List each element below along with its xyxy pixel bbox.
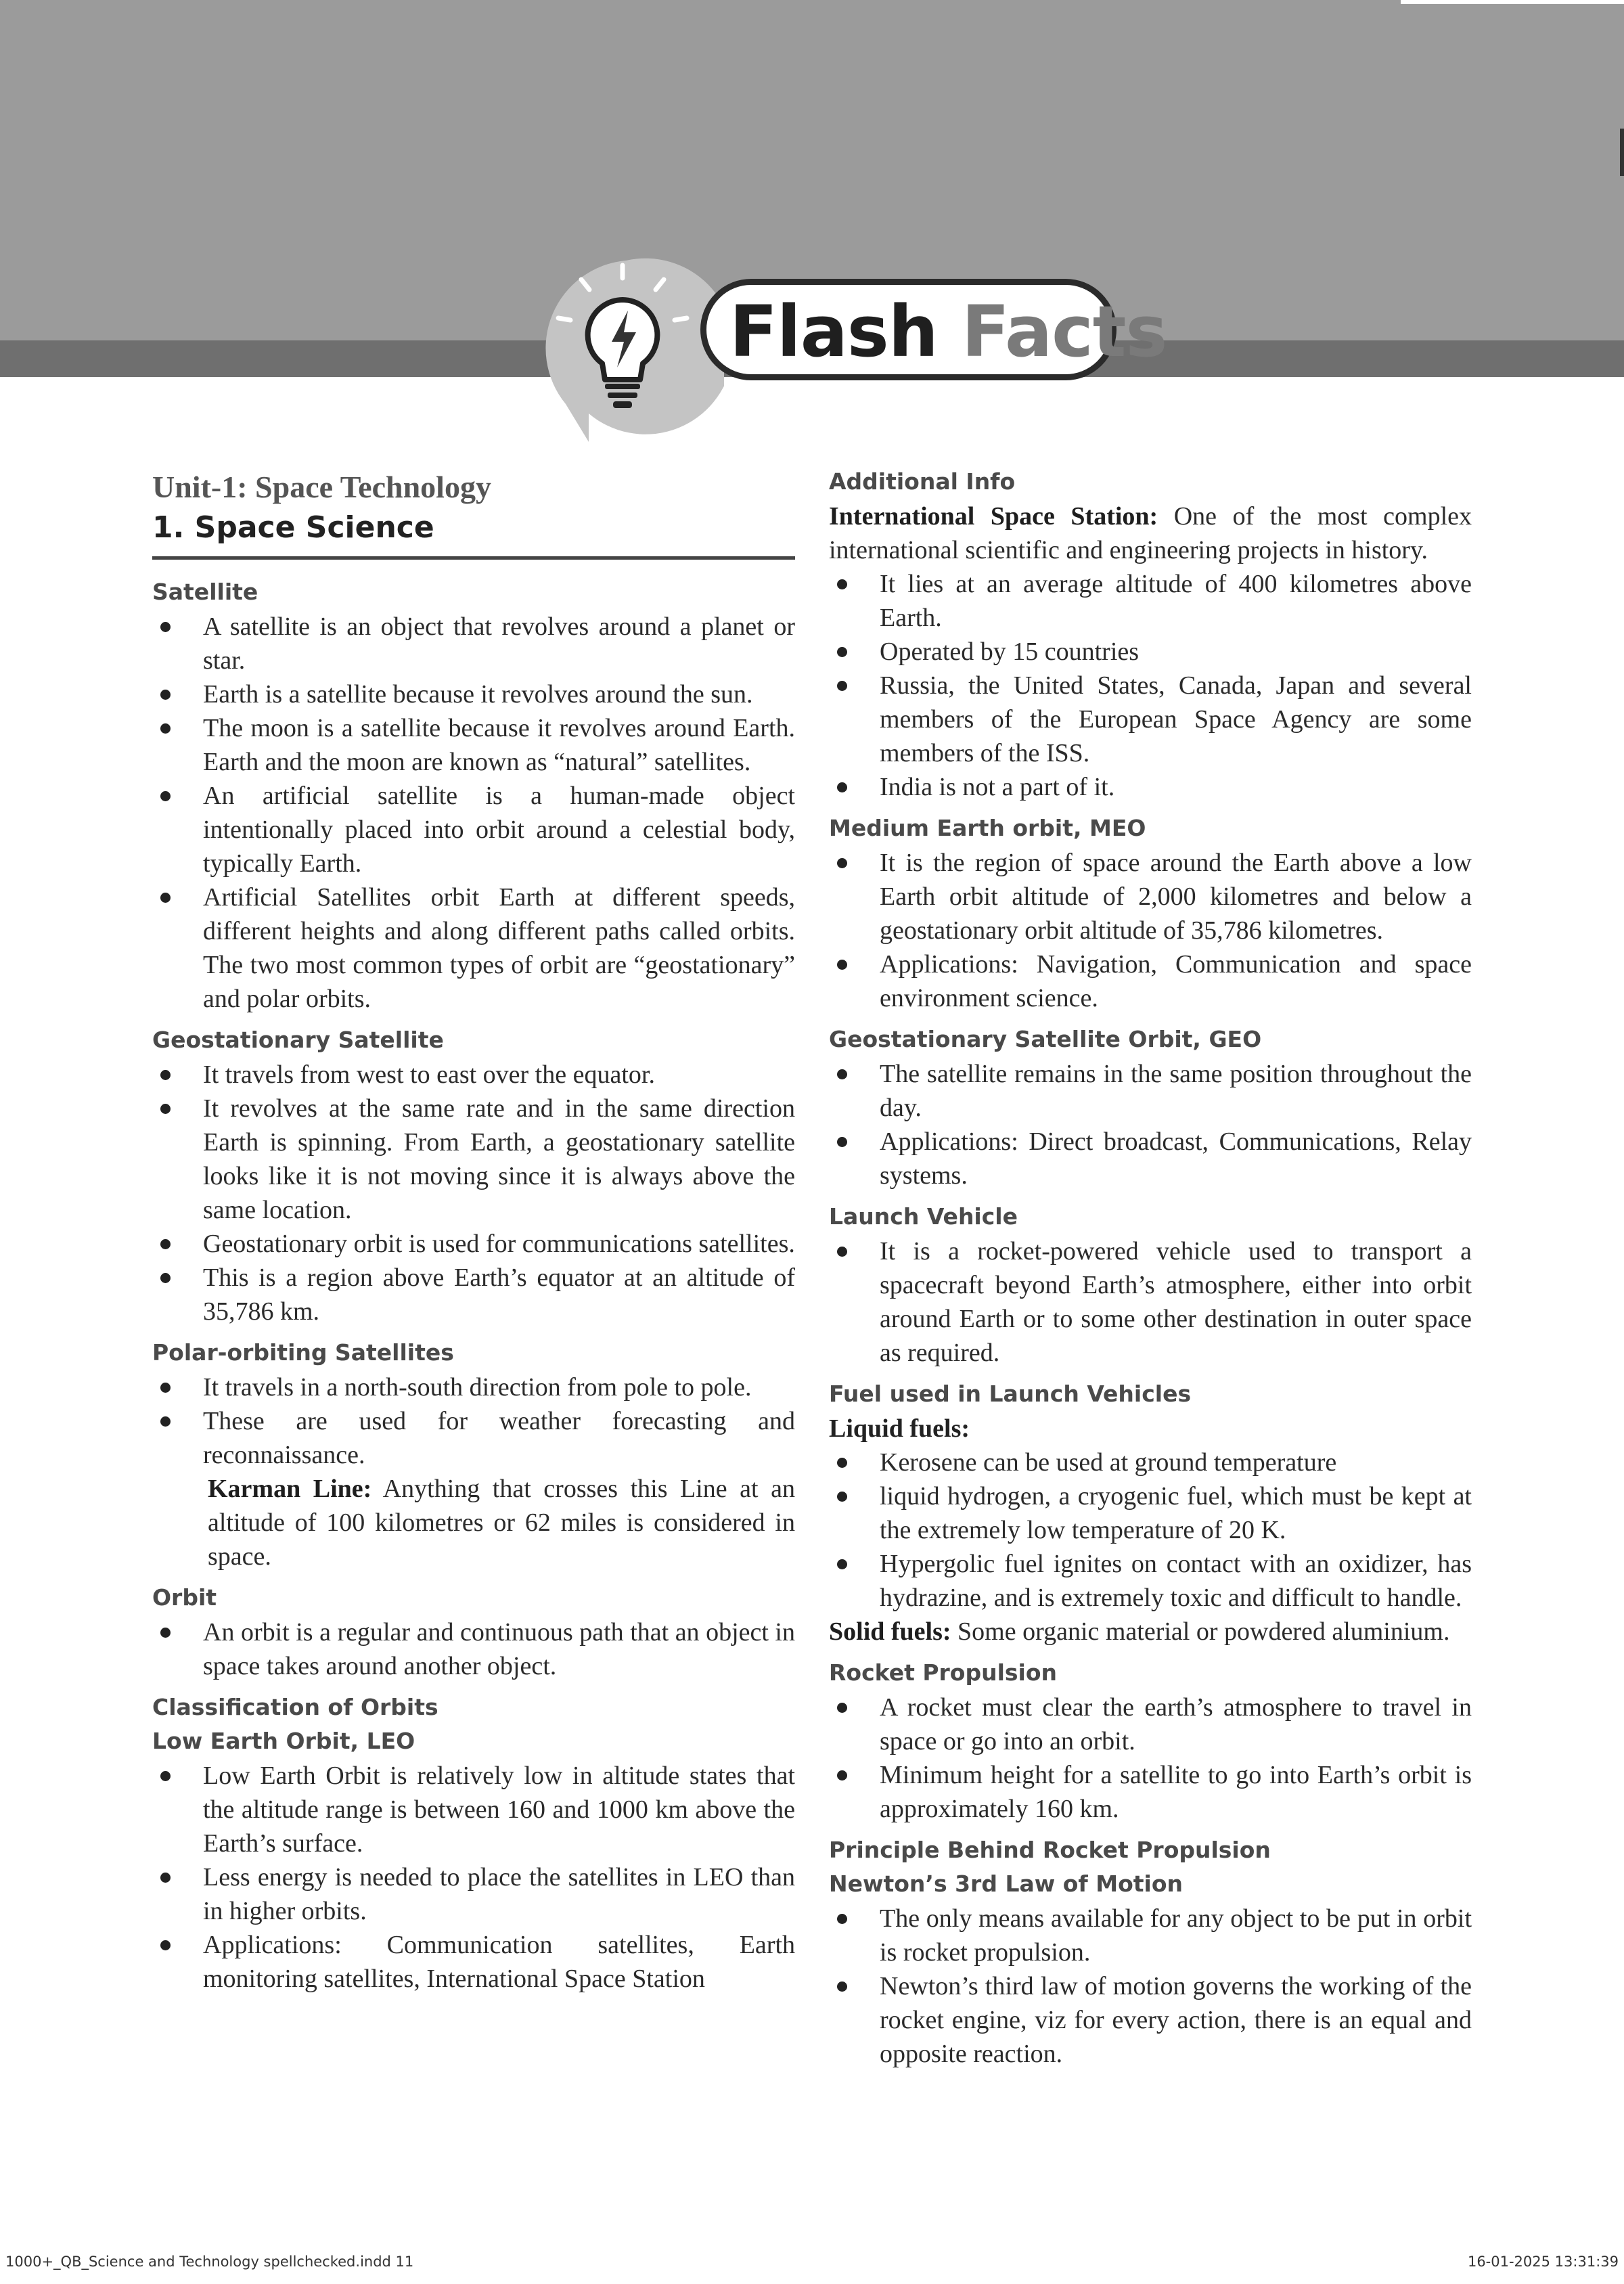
section-title: 1. Space Science — [152, 510, 434, 545]
heading-geostationary-satellite: Geostationary Satellite — [152, 1027, 444, 1053]
fuel-list — [829, 1446, 1472, 1615]
flash-facts-title — [729, 291, 1167, 372]
list-item: It revolves at the same rate and in the same direction Earth is spinning. From Earth, a geostationary satellite looks like it is not moving since it is always above the same location. — [152, 1092, 795, 1227]
heading-orbit: Orbit — [152, 1584, 217, 1611]
header-edge-mark — [1620, 129, 1624, 176]
karman-label: Karman Line: — [208, 1475, 372, 1503]
list-item: Minimum height for a satellite to go into Earth’s orbit is approximately 160 km. — [829, 1758, 1472, 1826]
list-item: An orbit is a regular and continuous path that an object in space takes around another object. — [152, 1615, 795, 1683]
list-item: Kerosene can be used at ground temperature — [829, 1446, 1472, 1479]
lightbulb-icon — [521, 247, 724, 450]
leo-list — [152, 1759, 795, 1996]
list-item: liquid hydrogen, a cryogenic fuel, which must be kept at the extremely low temperature of 20 K. — [829, 1479, 1472, 1547]
polar-list — [152, 1370, 795, 1472]
list-item: It travels from west to east over the equator. — [152, 1058, 795, 1092]
meo-list — [829, 846, 1472, 1015]
list-item: The satellite remains in the same position throughout the day. — [829, 1057, 1472, 1125]
satellite-list — [152, 610, 795, 1016]
list-item: It is a rocket-powered vehicle used to transport a spacecraft beyond Earth’s atmosphere, either into orbit around Earth or to some other destination in outer space as required. — [829, 1234, 1472, 1370]
launch-list — [829, 1234, 1472, 1370]
list-item: Applications: Communication satellites, Earth monitoring satellites, International Space Station — [152, 1928, 795, 1996]
list-item: Applications: Direct broadcast, Communications, Relay systems. — [829, 1125, 1472, 1192]
newton-list — [829, 1902, 1472, 2071]
unit-title: Unit-1: Space Technology — [152, 470, 491, 504]
list-item: These are used for weather forecasting and reconnaissance. — [152, 1404, 795, 1472]
list-item: Operated by 15 countries — [829, 635, 1472, 669]
heading-additional-info: Additional Info — [829, 468, 1016, 495]
heading-principle: Principle Behind Rocket Propulsion — [829, 1837, 1271, 1863]
list-item: An artificial satellite is a human-made object intentionally placed into orbit around a celestial body, typically Earth. — [152, 779, 795, 880]
liquid-fuels-label: Liquid fuels: — [829, 1414, 970, 1443]
orbit-list — [152, 1615, 795, 1683]
list-item: A rocket must clear the earth’s atmosphere to travel in space or go into an orbit. — [829, 1690, 1472, 1758]
flash-word: Flash — [729, 290, 938, 373]
heading-fuel: Fuel used in Launch Vehicles — [829, 1381, 1192, 1407]
list-item: It lies at an average altitude of 400 kilometres above Earth. — [829, 567, 1472, 635]
facts-word: Facts — [962, 290, 1167, 373]
karman-line-note — [152, 1472, 795, 1573]
solid-fuels-line — [829, 1615, 1472, 1649]
right-column — [829, 467, 1472, 2071]
list-item: Russia, the United States, Canada, Japan and several members of the European Space Agency are some members of the ISS. — [829, 669, 1472, 770]
iss-paragraph — [829, 499, 1472, 567]
geostationary-list — [152, 1058, 795, 1328]
heading-newton: Newton’s 3rd Law of Motion — [829, 1871, 1183, 1897]
list-item: The only means available for any object to be put in orbit is rocket propulsion. — [829, 1902, 1472, 1969]
section-rule — [152, 556, 795, 560]
heading-satellite: Satellite — [152, 579, 258, 605]
list-item: Hypergolic fuel ignites on contact with an oxidizer, has hydrazine, and is extremely toxic and difficult to handle. — [829, 1547, 1472, 1615]
heading-leo: Low Earth Orbit, LEO — [152, 1728, 415, 1754]
list-item: A satellite is an object that revolves around a planet or star. — [152, 610, 795, 677]
heading-launch-vehicle: Launch Vehicle — [829, 1203, 1018, 1230]
list-item: It travels in a north-south direction from pole to pole. — [152, 1370, 795, 1404]
header-tab — [1401, 0, 1624, 4]
iss-text: One of the most complex international scientific and engineering projects in history. — [829, 502, 1472, 564]
list-item: Artificial Satellites orbit Earth at different speeds, different heights and along different paths called orbits. The two most common types of orbit are “geostationary” and polar orbits. — [152, 880, 795, 1016]
footer-timestamp: 16-01-2025 13:31:39 — [1467, 2254, 1619, 2270]
heading-geo: Geostationary Satellite Orbit, GEO — [829, 1026, 1262, 1052]
solid-fuels-label: Solid fuels: — [829, 1617, 951, 1646]
list-item: This is a region above Earth’s equator at an altitude of 35,786 km. — [152, 1261, 795, 1328]
list-item: India is not a part of it. — [829, 770, 1472, 804]
heading-rocket-propulsion: Rocket Propulsion — [829, 1659, 1058, 1686]
geo-list — [829, 1057, 1472, 1192]
karman-text: Anything that crosses this Line at an altitude of 100 kilometres or 62 miles is considered in space. — [208, 1475, 795, 1571]
list-item: Newton’s third law of motion governs the working of the rocket engine, viz for every action, there is an equal and opposite reaction. — [829, 1969, 1472, 2071]
footer-filename: 1000+_QB_Science and Technology spellchecked.indd 11 — [5, 2254, 414, 2270]
iss-label: International Space Station: — [829, 502, 1158, 531]
list-item: The moon is a satellite because it revolves around Earth. Earth and the moon are known as “natural” satellites. — [152, 711, 795, 779]
list-item: Applications: Navigation, Communication and space environment science. — [829, 947, 1472, 1015]
list-item: It is the region of space around the Earth above a low Earth orbit altitude of 2,000 kilometres and below a geostationary orbit altitude of 35,786 kilometres. — [829, 846, 1472, 947]
heading-polar-orbiting: Polar-orbiting Satellites — [152, 1339, 454, 1366]
left-column — [152, 467, 795, 1996]
heading-meo: Medium Earth orbit, MEO — [829, 815, 1146, 841]
iss-list — [829, 567, 1472, 804]
list-item: Geostationary orbit is used for communications satellites. — [152, 1227, 795, 1261]
list-item: Low Earth Orbit is relatively low in altitude states that the altitude range is between 160 and 1000 km above the Earth’s surface. — [152, 1759, 795, 1860]
list-item: Earth is a satellite because it revolves around the sun. — [152, 677, 795, 711]
solid-fuels-text: Some organic material or powdered aluminium. — [951, 1617, 1450, 1646]
propulsion-list — [829, 1690, 1472, 1826]
heading-classification: Classification of Orbits — [152, 1694, 438, 1720]
list-item: Less energy is needed to place the satellites in LEO than in higher orbits. — [152, 1860, 795, 1928]
